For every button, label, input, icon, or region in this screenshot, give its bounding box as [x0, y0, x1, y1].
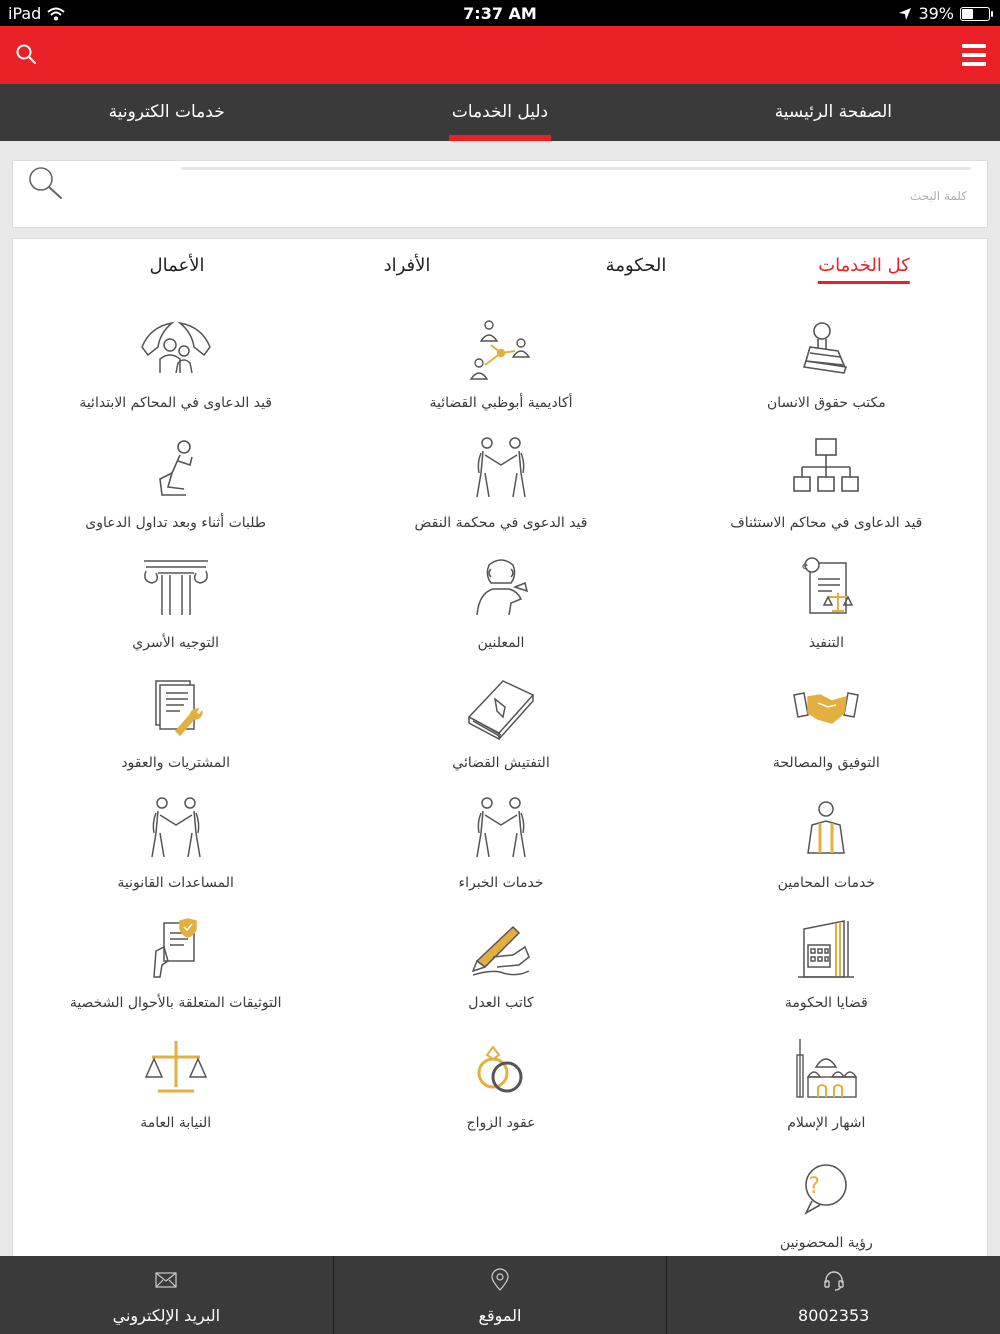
pen-signing-icon: [463, 917, 539, 981]
service-label: التوثيقات المتعلقة بالأحوال الشخصية: [69, 995, 282, 1011]
service-announcers[interactable]: [338, 551, 663, 671]
service-label: مكتب حقوق الانسان: [766, 395, 886, 411]
location-button[interactable]: [333, 1256, 667, 1334]
services-grid: [13, 311, 988, 1258]
category-filters: [13, 239, 988, 299]
service-islam-conversion[interactable]: [664, 1031, 988, 1151]
government-building-icon: [788, 917, 864, 981]
judge-icon: [463, 557, 539, 621]
service-first-instance-cases[interactable]: [13, 311, 338, 431]
question-bubble-icon: [788, 1157, 864, 1221]
service-public-prosecution[interactable]: [13, 1031, 338, 1151]
service-legal-aid[interactable]: [13, 791, 338, 911]
search-icon[interactable]: [14, 42, 40, 68]
service-experts[interactable]: [338, 791, 663, 911]
service-lawyers[interactable]: [664, 791, 988, 911]
envelope-icon: [154, 1268, 178, 1292]
email-label: البريد الإلكتروني: [112, 1306, 221, 1325]
service-label: أكاديمية أبوظبي القضائية: [429, 395, 573, 411]
bottom-contact-bar: [0, 1256, 1000, 1334]
service-label: المشتريات والعقود: [121, 755, 231, 771]
email-button[interactable]: [0, 1256, 333, 1334]
handshake-people-icon: [463, 797, 539, 861]
location-label: الموقع: [478, 1306, 522, 1325]
service-label: المعلنين: [477, 635, 525, 651]
protecting-hands-icon: [138, 317, 214, 381]
call-button[interactable]: [666, 1256, 1000, 1334]
service-label: قضايا الحكومة: [784, 995, 868, 1011]
filter-individuals[interactable]: الأفراد: [383, 255, 431, 276]
phone-number: 8002353: [798, 1306, 870, 1325]
service-judicial-inspection[interactable]: [338, 671, 663, 791]
battery-percent: 39%: [918, 4, 954, 23]
kneeling-person-icon: [138, 437, 214, 501]
location-arrow-icon: [898, 7, 912, 21]
search-box: [12, 160, 988, 228]
wedding-rings-icon: [463, 1037, 539, 1101]
svg-text:e: e: [802, 561, 809, 572]
service-appeal-courts-cases[interactable]: [664, 431, 988, 551]
status-bar: [0, 0, 1000, 26]
handshake-people-icon: [138, 797, 214, 861]
tab-home[interactable]: الصفحة الرئيسية: [774, 102, 892, 122]
tab-services-guide[interactable]: دليل الخدمات: [333, 84, 666, 141]
magnifier-icon[interactable]: [21, 163, 67, 203]
service-label: عقود الزواج: [466, 1115, 536, 1131]
search-input[interactable]: [83, 179, 967, 213]
lawyer-icon: [788, 797, 864, 861]
service-label: التوفيق والمصالحة: [772, 755, 880, 771]
service-label: النيابة العامة: [140, 1115, 212, 1131]
hamburger-menu-icon[interactable]: [962, 44, 986, 66]
service-procurement-contracts[interactable]: [13, 671, 338, 791]
service-marriage-contracts[interactable]: [338, 1031, 663, 1151]
mosque-icon: [788, 1037, 864, 1101]
filter-government[interactable]: الحكومة: [605, 255, 667, 276]
org-chart-icon: [788, 437, 864, 501]
service-personal-status-attestations[interactable]: [13, 911, 338, 1031]
service-label: خدمات الخبراء: [458, 875, 544, 891]
service-label: كاتب العدل: [468, 995, 534, 1011]
e-document-scale-icon: [788, 557, 864, 621]
service-label: اشهار الإسلام: [787, 1115, 866, 1131]
filter-business[interactable]: الأعمال: [149, 255, 205, 276]
scales-icon: [138, 1037, 214, 1101]
filter-all-services[interactable]: كل الخدمات: [818, 255, 910, 276]
service-label: التوجيه الأسري: [132, 635, 220, 651]
status-time: 7:37 AM: [463, 4, 537, 23]
column-icon: [138, 557, 214, 621]
service-family-guidance[interactable]: [13, 551, 338, 671]
headset-icon: [822, 1268, 846, 1292]
document-wrench-icon: [138, 677, 214, 741]
service-government-cases[interactable]: [664, 911, 988, 1031]
service-execution[interactable]: [664, 551, 988, 671]
service-label: طلبات أثناء وبعد تداول الدعاوى: [85, 515, 267, 531]
service-label: قيد الدعاوى في المحاكم الابتدائية: [79, 395, 272, 411]
tab-e-services[interactable]: خدمات الكترونية: [108, 102, 225, 122]
handshake-icon: [788, 677, 864, 741]
law-book-icon: [463, 677, 539, 741]
handshake-people-icon: [463, 437, 539, 501]
service-human-rights-office[interactable]: [664, 311, 988, 431]
search-divider: [181, 167, 971, 170]
service-label: خدمات المحامين: [777, 875, 875, 891]
services-panel: [12, 238, 988, 1258]
main-tabs: [0, 84, 1000, 141]
location-pin-icon: [488, 1268, 512, 1292]
service-label: قيد الدعاوى في محاكم الاستئناف: [730, 515, 923, 531]
service-label: التنفيذ: [808, 635, 844, 651]
service-notary-public[interactable]: [338, 911, 663, 1031]
service-conciliation[interactable]: [664, 671, 988, 791]
service-label: المساعدات القانونية: [117, 875, 234, 891]
service-label: قيد الدعوى في محكمة النقض: [414, 515, 588, 531]
device-name: iPad: [8, 4, 42, 23]
service-label: رؤية المحضونين: [779, 1235, 873, 1251]
people-network-icon: [463, 317, 539, 381]
status-right: [898, 4, 990, 23]
service-label: التفتيش القضائي: [452, 755, 550, 771]
service-custody-visitation[interactable]: [664, 1151, 988, 1258]
battery-icon: [960, 7, 990, 21]
service-cassation-court-case[interactable]: [338, 431, 663, 551]
app-header: [0, 26, 1000, 84]
certified-document-icon: [138, 917, 214, 981]
service-case-requests[interactable]: [13, 431, 338, 551]
svg-text:?: ?: [808, 1174, 821, 1199]
stamp-icon: [788, 317, 864, 381]
service-judicial-academy[interactable]: [338, 311, 663, 431]
